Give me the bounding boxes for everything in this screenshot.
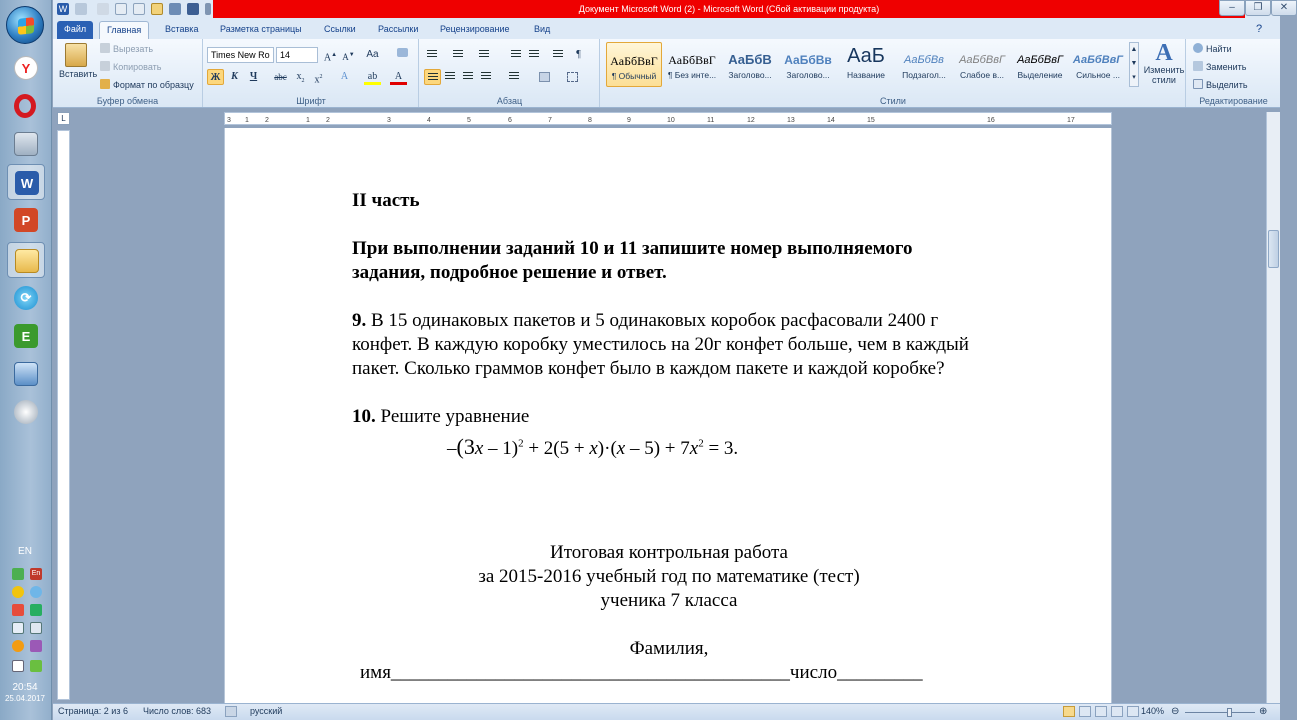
customize-qat-icon[interactable]: [205, 3, 211, 15]
evernote-taskbar-button[interactable]: [7, 318, 45, 354]
numbering-icon: [453, 50, 463, 59]
test-title-2: за 2015-2016 учебный год по математике (тест): [478, 566, 860, 587]
style-subtitle[interactable]: АаБбВв Подзагол...: [902, 54, 946, 80]
word-count[interactable]: Число слов: 683: [143, 706, 212, 716]
tray-en-icon[interactable]: En: [30, 568, 42, 580]
bold-button[interactable]: Ж: [207, 69, 224, 85]
full-screen-view-icon[interactable]: [1079, 706, 1091, 717]
status-bar: [53, 703, 1280, 720]
instruction-line-1: При выполнении заданий 10 и 11 запишите номер выполняемого: [352, 238, 913, 259]
vertical-ruler[interactable]: [57, 130, 70, 700]
change-styles-button[interactable]: A Изменить стили: [1143, 40, 1185, 85]
eq-rhs: = 3.: [703, 438, 739, 459]
test-title-1: Итоговая контрольная работа: [549, 542, 788, 563]
tray-wifi-icon[interactable]: [12, 604, 24, 616]
edit-icon[interactable]: [133, 3, 145, 15]
shrink-font-button[interactable]: A▼: [342, 52, 355, 62]
justify-button[interactable]: [478, 69, 495, 85]
tray-volume-icon[interactable]: [30, 622, 42, 634]
task9-line-1: [352, 309, 938, 333]
powerpoint-icon: P: [14, 208, 38, 232]
decrease-indent-icon: [511, 50, 521, 59]
line-spacing-button[interactable]: [506, 69, 523, 85]
sync-app-taskbar-button[interactable]: [7, 280, 45, 316]
folder-icon: [15, 249, 39, 273]
increase-indent-icon: [529, 50, 539, 59]
speaker-icon: [14, 400, 38, 424]
eq-square: 2: [518, 437, 524, 450]
underline-button[interactable]: Ч: [249, 71, 258, 82]
strikethrough-button[interactable]: abc: [274, 72, 287, 82]
tray-phone-icon[interactable]: [12, 622, 24, 634]
style-title[interactable]: АаБ Название: [847, 45, 885, 80]
borders-icon: [567, 72, 578, 82]
minimize-button[interactable]: –: [1219, 0, 1245, 16]
bullets-icon: [427, 50, 437, 59]
font-name-combo[interactable]: Times New Ro: [207, 47, 274, 63]
tray-check-icon[interactable]: [12, 568, 24, 580]
task10-number: 10.: [352, 406, 376, 427]
evernote-icon: E: [14, 324, 38, 348]
copy-button[interactable]: Копировать: [100, 61, 161, 72]
help-icon[interactable]: ?: [1256, 23, 1263, 35]
paint-bucket-icon: [539, 72, 550, 82]
print-layout-view-icon[interactable]: [1063, 706, 1075, 717]
draft-view-icon[interactable]: [1127, 706, 1139, 717]
cut-button[interactable]: Вырезать: [100, 43, 153, 54]
yandex-icon: Y: [14, 56, 38, 80]
word-app-icon[interactable]: W: [58, 4, 68, 14]
grow-font-button[interactable]: A▲: [323, 52, 338, 64]
explorer-taskbar-button[interactable]: [7, 242, 45, 278]
eq-x3: x: [616, 438, 626, 459]
style-normal[interactable]: АаБбВвГ ¶ Обычный: [606, 42, 662, 87]
tab-page-layout[interactable]: Разметка страницы: [220, 24, 302, 34]
style-intense-emphasis[interactable]: АаБбВвГ Сильное ...: [1072, 54, 1124, 80]
proofing-icon[interactable]: [225, 706, 237, 717]
tab-mailings[interactable]: Рассылки: [378, 24, 419, 34]
format-painter-button[interactable]: Формат по образцу: [100, 79, 194, 90]
editing-group-title: Редактирование: [1199, 96, 1268, 106]
network-icon: [14, 362, 38, 386]
scroll-thumb[interactable]: [1268, 230, 1279, 268]
clipboard-group-title: Буфер обмена: [96, 96, 159, 106]
style-emphasis[interactable]: АаБбВвГ Выделение: [1017, 54, 1063, 80]
ribbon: [53, 39, 1280, 108]
tray-battery-icon[interactable]: [30, 640, 42, 652]
task9-line-3: пакет. Сколько граммов конфет было в каждом пакете и каждой коробке?: [352, 358, 945, 379]
name-line: имя__________________________________________число_________: [360, 662, 923, 683]
calculator-taskbar-button[interactable]: [7, 126, 45, 162]
save-icon[interactable]: [187, 3, 199, 15]
find-button[interactable]: Найти: [1193, 43, 1232, 54]
multilevel-list-button[interactable]: [476, 47, 493, 63]
shading-button[interactable]: [536, 69, 553, 85]
word-taskbar-button[interactable]: [7, 164, 45, 200]
web-layout-view-icon[interactable]: [1095, 706, 1107, 717]
calculator-icon: [14, 132, 38, 156]
replace-button[interactable]: Заменить: [1193, 61, 1246, 72]
document-page[interactable]: [224, 128, 1112, 703]
spelling-icon[interactable]: [169, 3, 181, 15]
eq-x2: x: [589, 438, 598, 459]
instruction-line-2: задания, подробное решение и ответ.: [352, 262, 667, 283]
select-button[interactable]: Выделить: [1193, 79, 1248, 90]
tray-orange-icon[interactable]: [12, 640, 24, 652]
opera-icon: [14, 94, 36, 118]
opera-taskbar-button[interactable]: [7, 88, 45, 124]
part-heading: II часть: [352, 190, 420, 211]
zoom-level[interactable]: 140%: [1141, 706, 1165, 716]
numbering-button[interactable]: [450, 47, 467, 63]
title-bar: [53, 0, 1289, 19]
redo-icon[interactable]: [97, 3, 109, 15]
subscript-button[interactable]: $x_2$: [296, 71, 305, 84]
eq-minus5: – 5) + 7: [625, 438, 690, 459]
equation: [447, 434, 738, 460]
start-button[interactable]: [6, 6, 44, 44]
sync-icon: ⟳: [14, 286, 38, 310]
style-no-spacing[interactable]: АаБбВвГ ¶ Без инте...: [667, 53, 717, 80]
taskbar: [0, 0, 52, 720]
zoom-out-button[interactable]: ⊖: [1171, 706, 1180, 717]
styles-group: [601, 39, 1186, 107]
text-effects-button[interactable]: A: [340, 71, 349, 82]
font-group: [204, 39, 419, 107]
increase-indent-button[interactable]: [526, 47, 543, 63]
multilevel-icon: [479, 50, 489, 59]
borders-button[interactable]: [564, 69, 581, 85]
tray-download-icon[interactable]: [30, 660, 42, 672]
eq-dot: )·(: [597, 438, 617, 459]
test-title-3: ученика 7 класса: [600, 590, 738, 611]
binoculars-icon: [1193, 43, 1203, 53]
editing-group: [1187, 39, 1280, 107]
italic-button[interactable]: К: [231, 71, 238, 82]
font-group-title: Шрифт: [296, 96, 326, 106]
clipboard-icon: [65, 43, 87, 67]
font-size-combo[interactable]: 14: [276, 47, 318, 63]
tray-flag-icon[interactable]: [12, 660, 24, 672]
tab-selector[interactable]: L: [57, 112, 70, 125]
vertical-scrollbar[interactable]: [1266, 112, 1280, 703]
page-indicator[interactable]: Страница: 2 из 6: [58, 706, 128, 716]
zoom-in-button[interactable]: ⊕: [1259, 706, 1268, 717]
tray-shield-icon[interactable]: [30, 586, 42, 598]
eraser-icon: [397, 48, 408, 57]
line-spacing-icon: [509, 72, 519, 81]
tray-radiation-icon[interactable]: [12, 586, 24, 598]
style-heading1[interactable]: АаБбВ Заголово...: [728, 52, 772, 80]
change-styles-icon: A: [1155, 40, 1173, 66]
clipboard-group: [53, 39, 203, 107]
superscript-button[interactable]: $x^2$: [314, 74, 323, 86]
tab-references[interactable]: Ссылки: [324, 24, 356, 34]
sort-button[interactable]: [550, 47, 567, 63]
word-icon: W: [15, 171, 39, 195]
undo-icon[interactable]: [75, 3, 87, 15]
style-heading2[interactable]: АаБбВв Заголово...: [784, 53, 832, 80]
task9-text-1: В 15 одинаковых пакетов и 5 одинаковых коробок расфасовали 2400 г: [366, 310, 939, 331]
align-center-button[interactable]: [442, 69, 459, 85]
align-right-button[interactable]: [460, 69, 477, 85]
tab-view[interactable]: Вид: [534, 24, 551, 34]
clock-date[interactable]: 25.04.2017: [4, 694, 46, 703]
eq-plus2: + 2(5 +: [523, 438, 590, 459]
decrease-indent-button[interactable]: [508, 47, 525, 63]
zoom-slider-thumb[interactable]: [1227, 708, 1232, 717]
show-marks-button[interactable]: ¶: [576, 49, 581, 60]
ribbon-tabs: [53, 19, 1280, 39]
eq-x1: x: [474, 438, 484, 459]
window-title: Документ Microsoft Word (2) - Microsoft Word (Сбой активации продукта): [213, 0, 1245, 18]
tab-home[interactable]: Главная: [99, 21, 149, 39]
yandex-browser-taskbar-button[interactable]: [7, 50, 45, 86]
tab-file[interactable]: Файл: [57, 21, 93, 39]
powerpoint-taskbar-button[interactable]: [7, 202, 45, 238]
select-icon: [1193, 79, 1203, 89]
tray-app-icon[interactable]: [30, 604, 42, 616]
align-left-icon: [428, 73, 438, 82]
surname-label: Фамилия,: [629, 638, 709, 659]
task10-line: [352, 405, 529, 429]
language-status[interactable]: русский: [250, 706, 283, 716]
sort-icon: [553, 50, 563, 59]
tab-review[interactable]: Рецензирование: [440, 24, 510, 34]
font-color-button[interactable]: A: [390, 69, 407, 85]
align-left-button[interactable]: [424, 69, 441, 85]
eq-x4: x: [689, 438, 699, 459]
outline-view-icon[interactable]: [1111, 706, 1123, 717]
zoom-slider-track[interactable]: [1185, 712, 1255, 713]
clock-time[interactable]: 20:54: [12, 682, 38, 693]
eq-minus-1: – 1): [483, 438, 519, 459]
justify-icon: [481, 72, 491, 81]
bullets-button[interactable]: [424, 47, 441, 63]
network-taskbar-button[interactable]: [7, 356, 45, 392]
scissors-icon: [100, 43, 110, 53]
style-subtle-emphasis[interactable]: АаБбВвГ Слабое в...: [959, 54, 1005, 80]
paragraph-group-title: Абзац: [496, 96, 523, 106]
open-folder-icon[interactable]: [151, 3, 163, 15]
replace-icon: [1193, 61, 1203, 71]
paste-button[interactable]: [59, 41, 98, 87]
styles-scroll[interactable]: ▲ ▼ ▾: [1129, 42, 1139, 87]
close-button[interactable]: ✕: [1271, 0, 1297, 16]
eq-minus: –: [447, 438, 457, 459]
volume-taskbar-button[interactable]: [7, 394, 45, 430]
paste-label: Вставить: [59, 69, 98, 79]
task10-text: Решите уравнение: [375, 406, 530, 427]
task9-line-2: конфет. В каждую коробку уместилось на 20г конфет больше, чем в каждый: [352, 334, 969, 355]
align-center-icon: [445, 72, 455, 81]
new-document-icon[interactable]: [115, 3, 127, 15]
align-right-icon: [463, 72, 473, 81]
paragraph-group: [420, 39, 600, 107]
maximize-button[interactable]: ❐: [1245, 0, 1271, 16]
task9-number: 9.: [352, 310, 367, 331]
clear-formatting-button[interactable]: [394, 47, 411, 63]
horizontal-ruler[interactable]: 3 1 2 1 2 3 4 5 6 7 8 9 10 11 12 13 14 15 16 17: [224, 112, 1112, 125]
highlight-button[interactable]: ab: [364, 69, 381, 85]
tab-insert[interactable]: Вставка: [165, 24, 199, 34]
eq-open: (3: [456, 434, 475, 459]
change-case-button[interactable]: Aa: [366, 49, 379, 60]
copy-icon: [100, 61, 110, 71]
brush-icon: [100, 79, 110, 89]
styles-group-title: Стили: [880, 96, 906, 106]
eq-square-2: 2: [698, 437, 704, 450]
language-indicator[interactable]: EN: [18, 546, 32, 557]
